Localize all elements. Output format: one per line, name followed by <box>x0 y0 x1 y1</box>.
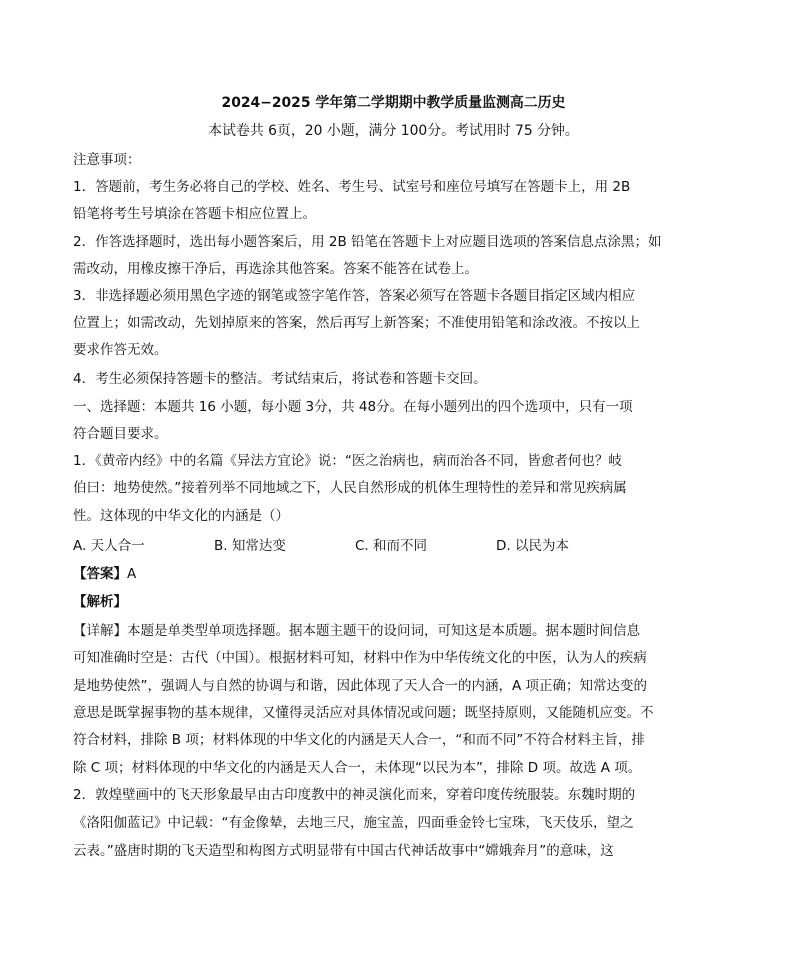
analysis-label: 【解析】 <box>73 594 127 610</box>
section-heading-cont: 符合题目要求。 <box>73 426 168 442</box>
q2-stem-line: 云表。”盛唐时期的飞天造型和构图方式明显带有中国古代神话故事中“嫦娥奔月”的意味，这 <box>73 843 614 859</box>
answer-value: A <box>127 566 137 582</box>
notice-line: 位置上；如需改动，先划掉原来的答案，然后再写上新答案；不准使用铅笔和涂改液。不按以上 <box>73 315 640 331</box>
q1-detail-line: 【详解】本题是单类型单项选择题。据本题主题干的设问词，可知这是本质题。据本题时间信息 <box>73 623 640 639</box>
q2-stem-line: 《洛阳伽蓝记》中记载：“有金像辇，去地三尺，施宝盖，四面垂金铃七宝珠，飞天伎乐，望之 <box>73 815 634 831</box>
notice-line: 3．非选择题必须用黑色字迹的钢笔或签字笔作答，答案必须写在答题卡各题目指定区域内相应 <box>73 288 636 304</box>
notice-line: 铅笔将考生号填涂在答题卡相应位置上。 <box>73 206 316 222</box>
exam-subtitle: 本试卷共 6页，20 小题，满分 100分。考试用时 75 分钟。 <box>208 123 579 139</box>
section-heading: 一、选择题：本题共 16 小题，每小题 3分，共 48分。在每小题列出的四个选项中，只有一项 <box>73 399 633 415</box>
q1-option-c: C. 和而不同 <box>355 538 428 554</box>
q1-stem-line: 伯曰：地势使然。”接着列举不同地域之下，人民自然形成的机体生理特性的差异和常见疾病属 <box>73 480 627 496</box>
q1-detail-line: 是地势使然”，强调人与自然的协调与和谐，因此体现了天人合一的内涵，A 项正确；知常达变的 <box>73 678 648 694</box>
q1-stem-line: 1．《黄帝内经》中的名篇《异法方宜论》说：“医之治病也，病而治各不同，皆愈者何也？岐 <box>73 453 622 469</box>
q1-detail-line: 除 C 项；材料体现的中华文化的内涵是天人合一，未体现“以民为本”，排除 D 项。故选 A 项。 <box>73 760 642 776</box>
q1-answer <box>73 565 136 583</box>
answer-label: 【答案】 <box>73 566 127 582</box>
q2-stem-line: 2．敦煌壁画中的飞天形象最早由古印度教中的神灵演化而来，穿着印度传统服装。东魏时期的 <box>73 787 636 803</box>
q1-detail-line: 可知准确时空是：古代（中国）。根据材料可知，材料中作为中华传统文化的中医，认为人的疾病 <box>73 650 647 666</box>
notice-line: 2．作答选择题时，选出每小题答案后，用 2B 铅笔在答题卡上对应题目选项的答案信息点涂黑；如 <box>73 234 662 250</box>
exam-title: 2024−2025 学年第二学期期中教学质量监测高二历史 <box>221 95 566 111</box>
q1-option-a: A. 天人合一 <box>73 538 145 554</box>
q1-detail-line: 意思是既掌握事物的基本规律，又懂得灵活应对具体情况或问题；既坚持原则，又能随机应变。不 <box>73 705 654 721</box>
q1-detail-line: 符合材料，排除 B 项；材料体现的中华文化的内涵是天人合一，“和而不同”不符合材料主旨，排 <box>73 732 645 748</box>
notice-heading: 注意事项： <box>73 152 141 168</box>
q1-option-b: B. 知常达变 <box>214 538 286 554</box>
q1-option-d: D. 以民为本 <box>496 538 569 554</box>
notice-line: 要求作答无效。 <box>73 342 168 358</box>
notice-line: 需改动，用橡皮擦干净后，再选涂其他答案。答案不能答在试卷上。 <box>73 261 478 277</box>
q1-stem-line: 性。这体现的中华文化的内涵是（） <box>73 508 289 524</box>
notice-line: 4．考生必须保持答题卡的整洁。考试结束后，将试卷和答题卡交回。 <box>73 371 487 387</box>
notice-line: 1．答题前，考生务必将自己的学校、姓名、考生号、试室号和座位号填写在答题卡上，用 2B <box>73 179 631 195</box>
